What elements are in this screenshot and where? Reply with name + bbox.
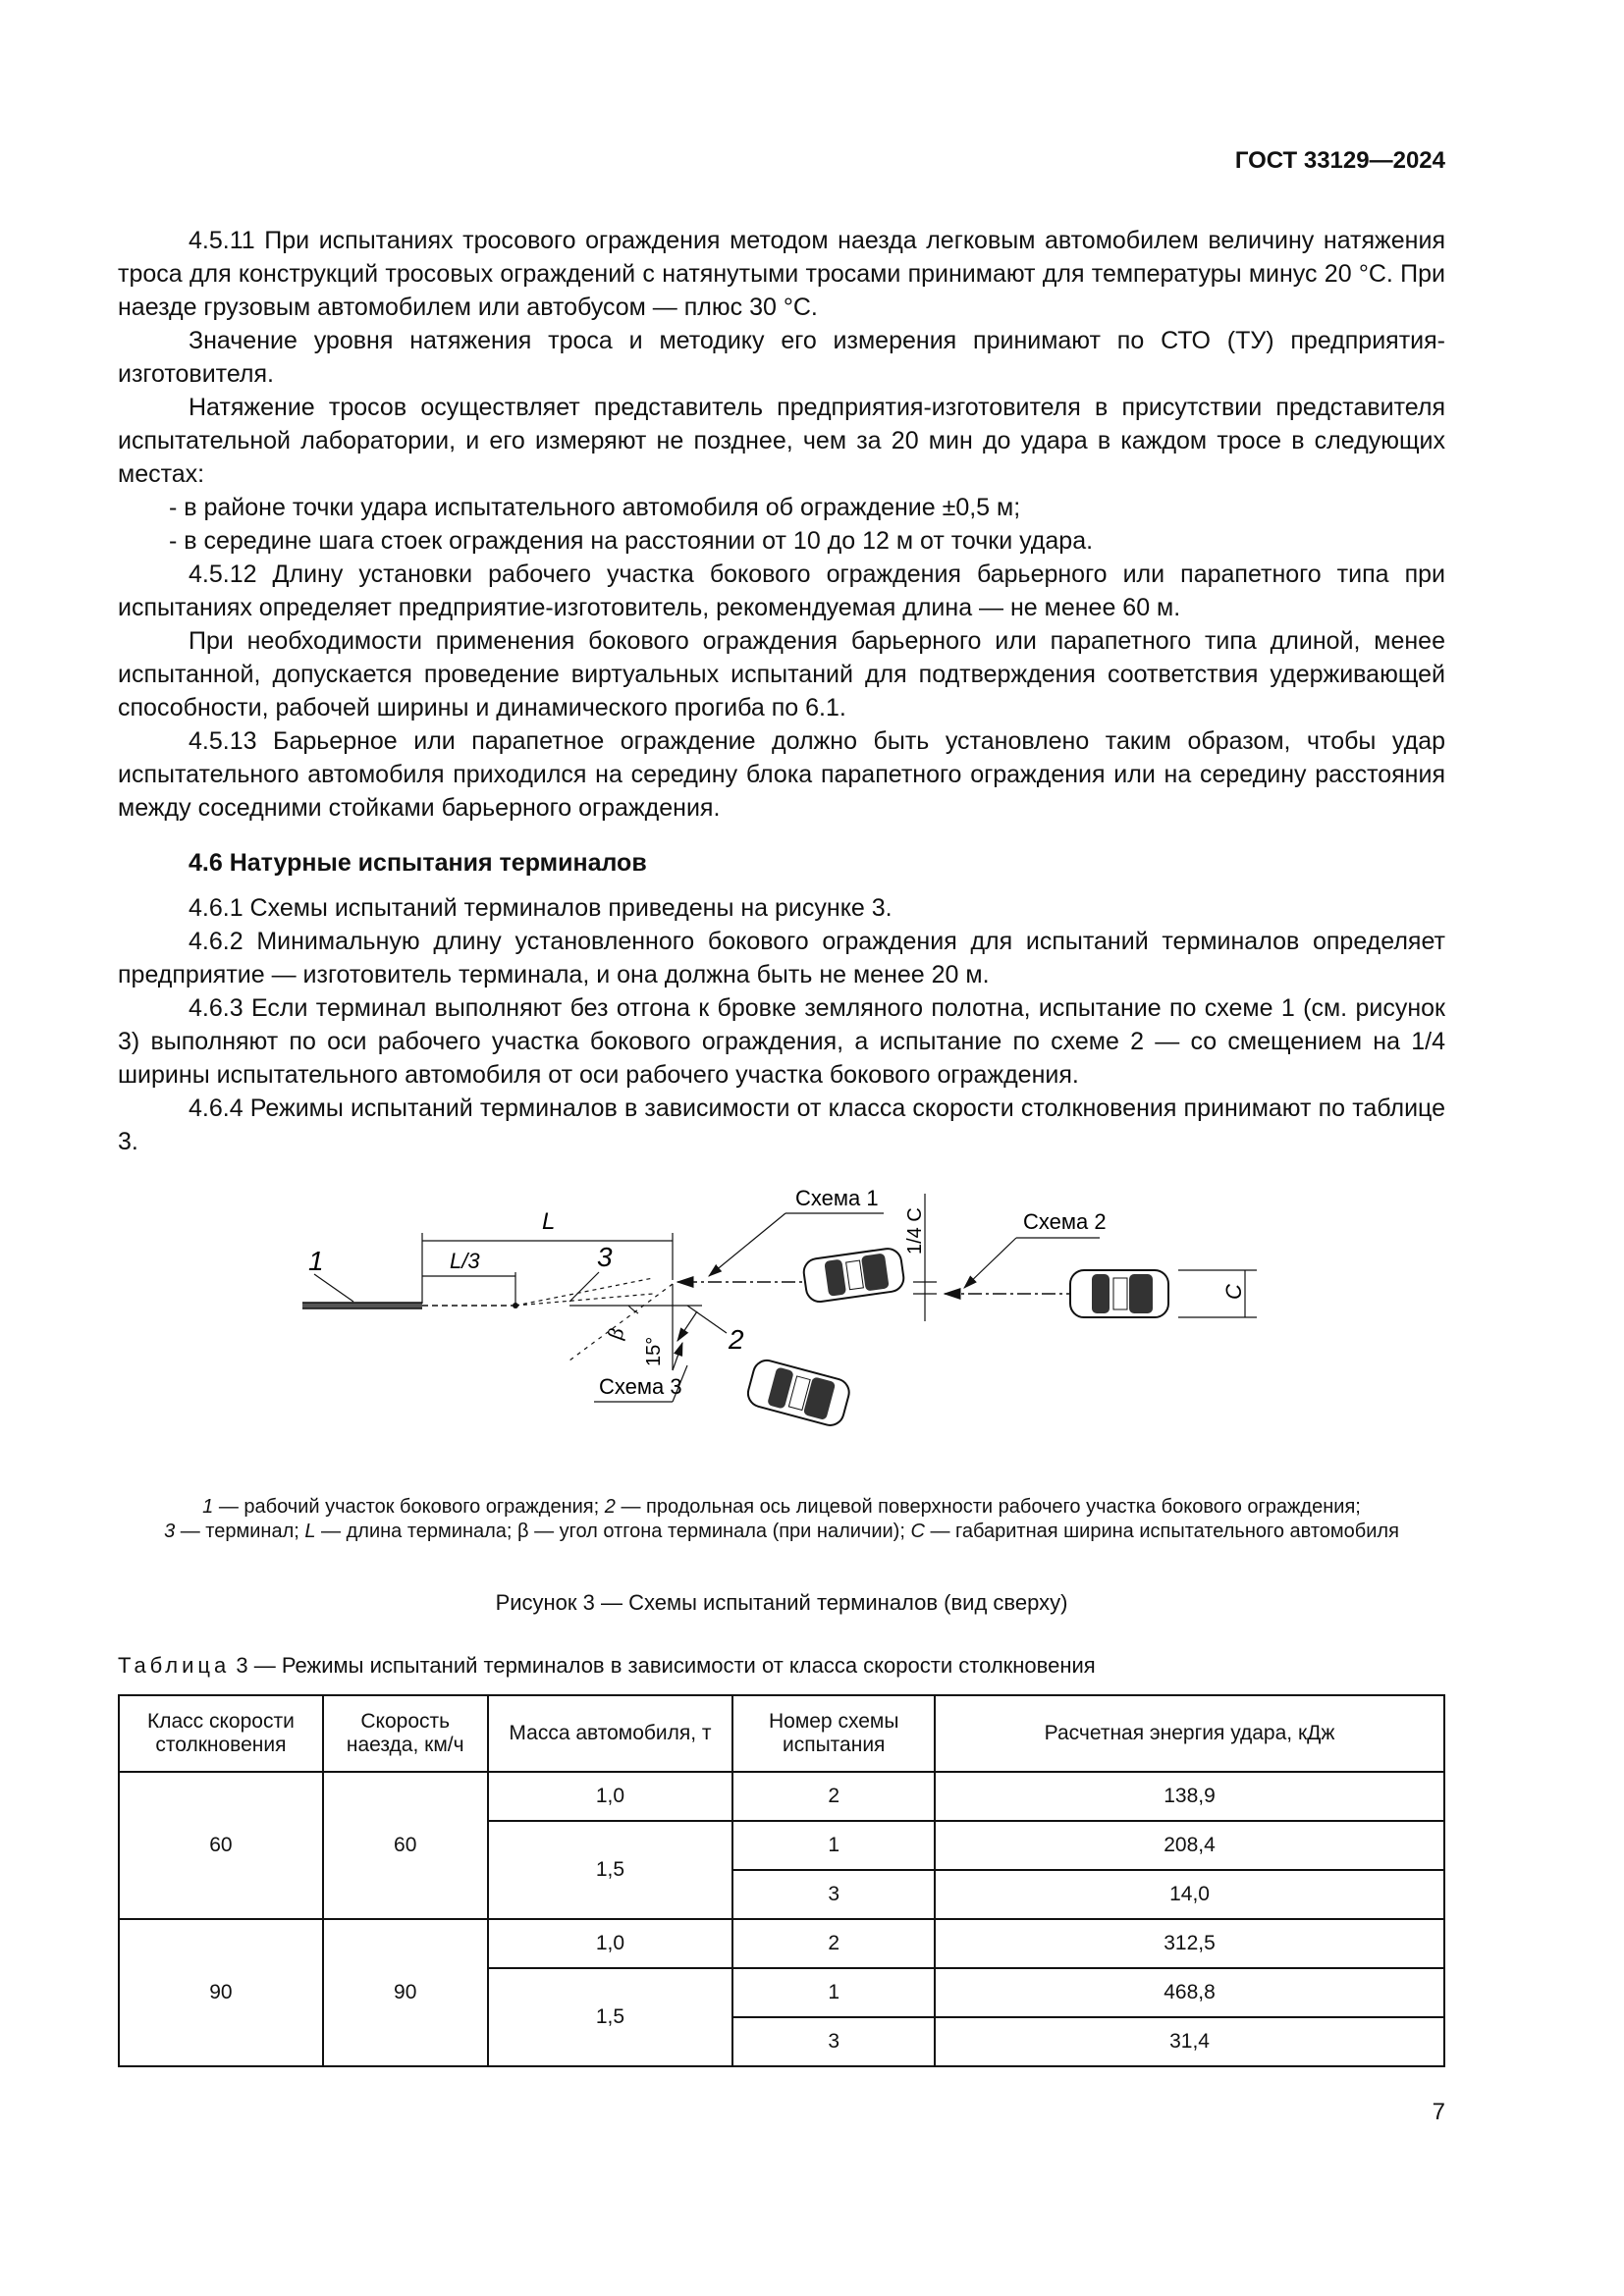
mass-cell: 1,0	[488, 1919, 733, 1968]
figure-caption: Рисунок 3 — Схемы испытаний терминалов (вид сверху)	[495, 1590, 1068, 1615]
label-3: 3	[597, 1242, 613, 1272]
scheme-cell: 1	[732, 1968, 935, 2017]
paragraph-4-6-1: 4.6.1 Схемы испытаний терминалов приведены на рисунке 3.	[189, 894, 893, 922]
header-cell: Класс скорости столкновения	[119, 1695, 323, 1772]
energy-cell: 312,5	[935, 1919, 1444, 1968]
scheme-cell: 1	[732, 1821, 935, 1870]
speed-cell: 60	[323, 1772, 488, 1919]
list-item: - в середине шага стоек ограждения на расстоянии от 10 до 12 м от точки удара.	[169, 527, 1094, 555]
table-header-row	[119, 1695, 1444, 1772]
energy-cell: 14,0	[935, 1870, 1444, 1919]
header-cell: Скорость наезда, км/ч	[323, 1695, 488, 1772]
list-item: - в районе точки удара испытательного автомобиля об ограждение ±0,5 м;	[169, 494, 1021, 521]
scheme-2-label: Схема 2	[1023, 1209, 1107, 1234]
guardrail-section	[302, 1303, 422, 1308]
test-car-scheme-2	[1070, 1270, 1168, 1317]
energy-cell: 31,4	[935, 2017, 1444, 2066]
class-cell: 90	[119, 1919, 323, 2066]
header-cell: Номер схемы испытания	[732, 1695, 935, 1772]
paragraph-4-5-11-value: Значение уровня натяжения троса и методику его измерения принимают по СТО (ТУ) предприятия-изготовителя.	[118, 327, 1445, 388]
label-15deg: 15°	[643, 1336, 665, 1366]
table-caption	[118, 1653, 1445, 1679]
page-number: 7	[1432, 2099, 1445, 2125]
label-beta: β	[603, 1323, 629, 1343]
section-heading-4-6: 4.6 Натурные испытания терминалов	[189, 849, 647, 877]
figure-legend	[118, 1495, 1445, 1544]
legend-text-2: — продольная ось лицевой поверхности рабочего участка бокового ограждения;	[615, 1496, 1361, 1518]
figure-3-test-schemes	[285, 1174, 1286, 1429]
paragraph-4-5-12: 4.5.12 Длину установки рабочего участка бокового ограждения барьерного или парапетного типа при испытаниях определяет предприятие-изготовитель, рекомендуемая длина — не менее 60 м.	[118, 561, 1445, 621]
energy-cell: 468,8	[935, 1968, 1444, 2017]
header-cell: Расчетная энергия удара, кДж	[935, 1695, 1444, 1772]
speed-cell: 90	[323, 1919, 488, 2066]
class-cell: 60	[119, 1772, 323, 1919]
legend-text-1: — рабочий участок бокового ограждения;	[213, 1496, 605, 1518]
document-id: ГОСТ 33129—2024	[1234, 147, 1445, 174]
test-modes-table	[118, 1694, 1445, 2067]
scheme-cell: 2	[732, 1919, 935, 1968]
energy-cell: 208,4	[935, 1821, 1444, 1870]
legend-text-3: — терминал;	[175, 1521, 305, 1542]
document-body	[118, 224, 1445, 1158]
scheme-cell: 3	[732, 2017, 935, 2066]
legend-num-C: C	[910, 1521, 925, 1542]
legend-num-L: L	[304, 1521, 316, 1542]
table-caption-word: Таблица	[118, 1653, 231, 1678]
paragraph-4-5-11: 4.5.11 При испытаниях тросового ограждения методом наезда легковым автомобилем величину натяжения троса для конструкций тросовых ограждений с натянутыми тросами принимают для температуры минус 20 °С. При наезде грузовым автомобилем или автобусом — плюс 30 °С.	[118, 227, 1445, 321]
paragraph-4-5-13: 4.5.13 Барьерное или парапетное ограждение должно быть установлено таким образом, чтобы удар испытательного автомобиля приходился на середину блока парапетного ограждения или на середину расстояния между соседними стойками барьерного ограждения.	[118, 727, 1445, 822]
mass-cell: 1,5	[488, 1968, 733, 2066]
test-car-scheme-3	[745, 1358, 852, 1428]
scheme-diagram	[285, 1174, 1286, 1429]
paragraph-4-6-3: 4.6.3 Если терминал выполняют без отгона к бровке земляного полотна, испытание по схеме 1 (см. рисунок 3) выполняют по оси рабочего участка бокового ограждения, а испытание по схеме 2 — со смещением на 1/4 ширины испытательного автомобиля от оси рабочего участка бокового ограждения.	[118, 994, 1445, 1089]
scheme-3-label: Схема 3	[599, 1374, 682, 1399]
scheme-cell: 3	[732, 1870, 935, 1919]
paragraph-4-5-12-virtual: При необходимости применения бокового ограждения барьерного или парапетного типа длиной, менее испытанной, допускается проведение виртуальных испытаний для подтверждения соответствия удерживающей способности, рабочей ширины и динамического прогиба по 6.1.	[118, 627, 1445, 721]
table-caption-text: 3 — Режимы испытаний терминалов в зависимости от класса скорости столкновения	[230, 1653, 1096, 1678]
energy-cell: 138,9	[935, 1772, 1444, 1821]
paragraph-4-5-11-tension: Натяжение тросов осуществляет представитель предприятия-изготовителя в присутствии представителя испытательной лаборатории, и его измеряют не позднее, чем за 20 мин до удара в каждом тросе в следующих местах:	[118, 394, 1445, 488]
legend-num-2: 2	[604, 1496, 616, 1518]
scheme-cell: 2	[732, 1772, 935, 1821]
paragraph-4-6-2: 4.6.2 Минимальную длину установленного бокового ограждения для испытаний терминалов определяет предприятие — изготовитель терминала, и она должна быть не менее 20 м.	[118, 928, 1445, 988]
legend-num-3: 3	[164, 1521, 176, 1542]
label-quarter-C: 1/4 C	[904, 1207, 926, 1255]
legend-num-1: 1	[202, 1496, 214, 1518]
label-2: 2	[729, 1324, 744, 1355]
header-cell: Масса автомобиля, т	[488, 1695, 733, 1772]
legend-text-C: — габаритная ширина испытательного автомобиля	[924, 1521, 1399, 1542]
mass-cell: 1,5	[488, 1821, 733, 1919]
scheme-1-label: Схема 1	[795, 1186, 879, 1210]
label-C: C	[1221, 1284, 1246, 1300]
paragraph-4-6-4: 4.6.4 Режимы испытаний терминалов в зависимости от класса скорости столкновения принимают по таблице 3.	[118, 1095, 1445, 1155]
label-L: L	[542, 1208, 556, 1235]
mass-cell: 1,0	[488, 1772, 733, 1821]
table-row	[119, 1772, 1444, 1821]
label-1: 1	[308, 1246, 324, 1276]
label-L3: L/3	[450, 1249, 480, 1273]
table-row	[119, 1919, 1444, 1968]
legend-text-L: — длина терминала; β — угол отгона терминала (при наличии);	[315, 1521, 911, 1542]
test-car-scheme-1	[802, 1247, 905, 1303]
